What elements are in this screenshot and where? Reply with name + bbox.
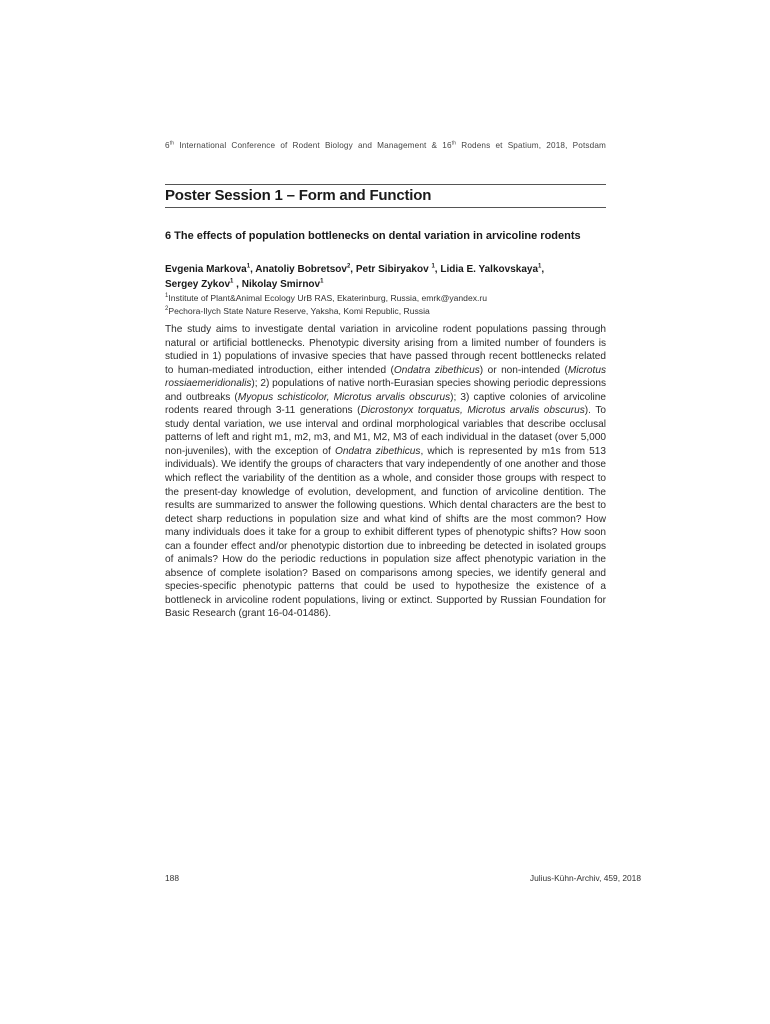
affiliation-text: Pechora-Ilych State Nature Reserve, Yaksha, Komi Republic, Russia [168,305,430,316]
species-name: Myopus schisticolor, Microtus arvalis obscurus [237,391,451,403]
species-name: Ondatra zibethicus [334,445,421,457]
page-number: 188 [165,873,179,883]
author-affiliation-mark: 1 [320,278,324,285]
author-affiliation-mark: 1 [431,263,435,270]
header-superscript: th [451,140,457,147]
abstract-text: ) or non-intended ( [479,364,568,376]
author-separator: , [434,264,441,275]
affiliation-number: 2 [165,305,169,312]
author-name: Sergey Zykov [165,278,231,290]
author-separator: , [233,278,242,290]
journal-footer: Julius-Kühn-Archiv, 459, 2018 [529,873,641,883]
affiliation-item [165,292,606,305]
header-text-part: Rodens et Spatium, 2018, Potsdam [456,141,606,150]
author-affiliation-mark: 1 [230,278,234,285]
session-title: Poster Session 1 – Form and Function [165,187,432,204]
abstract-paragraph [165,323,606,621]
affiliation-number: 1 [165,293,169,300]
author-affiliation-mark: 1 [538,263,542,270]
author-affiliation-mark: 1 [246,263,251,270]
author-name: Anatoliy Bobretsov [255,264,347,275]
author-name: Nikolay Smirnov [241,278,321,290]
species-name: Dicrostonyx torquatus, Microtus arvalis obscurus [360,405,585,417]
affiliation-list [165,292,606,317]
author-name: Petr Sibiryakov [355,264,429,275]
document-page [165,0,641,1024]
header-text-part: 6 [165,141,170,150]
header-superscript: th [169,140,175,147]
affiliation-text: Institute of Plant&Animal Ecology UrB RAS, Ekaterinburg, Russia, emrk@yandex.ru [168,293,488,303]
running-header [165,141,606,150]
author-separator: , [250,264,256,275]
abstract-text: The study aims to investigate dental variation in arvicoline rodent populations passing through natural or artificial bottlenecks. Phenotypic diversity arising from a limited number of founders is studied in 1) populations of invasive species that have passed through recent bottlenecks related to human-mediated introduction, either intended ( [165,324,606,376]
affiliation-item [165,305,606,318]
abstract-text: ); 3) captive colonies of arvicoline rodents reared through 3-11 generations ( [165,391,607,417]
species-name: Ondatra zibethicus [393,364,480,376]
author-separator: , [541,264,545,275]
abstract-text: ). To study dental variation, we use interval and ordinal morphological variables that describe occlusal patterns of left and right m1, m2, m3, and M1, M2, M3 of each individual in the dataset (over 5,000 non-juveniles), with the exception of [165,405,606,457]
abstract-text: , which is represented by m1s from 513 individuals). We identify the groups of characters that vary independently of one another and those which reflect the variability of the dentition as a whole, and consider those groups with respect to the present-day knowledge of evolution, development, and function of arvicoline dentition. The results are summarized to answer the following questions. Which dental characters are the best to detect sharp reductions in population size and what kind of shifts are the most common? How many individuals does it take for a group to exhibit different types of phenotypic shifts? How soon can a founder effect and/or phenotypic distortion due to inbreeding be detected in isolated groups of animals? How do the periodic reductions in population size affect phenotypic variation in the absence of complete isolation? Based on comparisons among species, we identify general and species-specific phenotypic patterns that could be used to hypothesize the existence of a bottleneck in arvicoline rodent populations, living or extinct. Supported by Russian Foundation for Basic Research (grant 16-04-01486). [165,445,606,620]
paper-title: 6 The effects of population bottlenecks on dental variation in arvicoline rodents [165,230,581,242]
author-name: Lidia E. Yalkovskaya [440,264,538,275]
author-separator: , [350,264,356,275]
section-rule-top [165,184,606,185]
author-list [165,263,606,292]
section-rule-bottom [165,207,606,208]
species-name: Microtus rossiaemeridionalis [165,364,606,390]
author-name: Evgenia Markova [165,264,247,275]
abstract-text: ); 2) populations of native north-Eurasian species showing periodic depressions and outbreaks ( [165,378,607,403]
author-affiliation-mark: 2 [346,263,351,270]
header-text-part: International Conference of Rodent Biology and Management & 16 [174,141,452,150]
